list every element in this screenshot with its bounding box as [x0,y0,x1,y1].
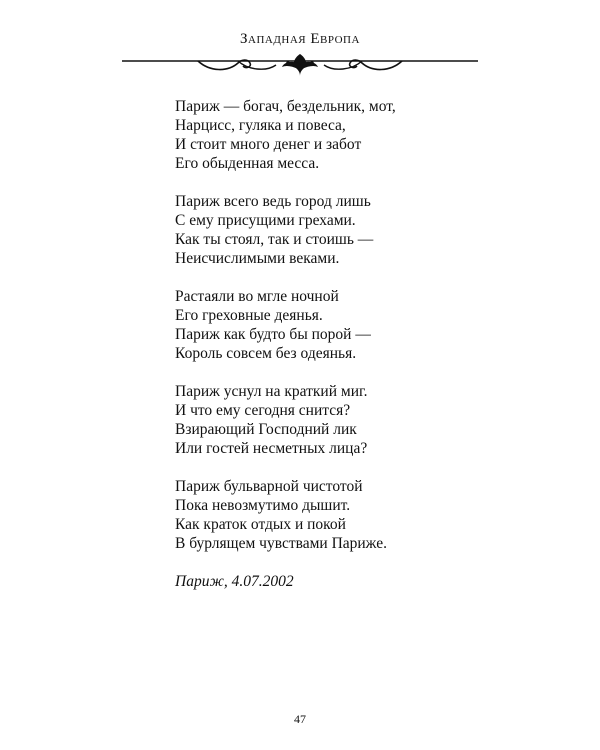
poem-line: Взирающий Господний лик [175,421,357,438]
poem-line: Пока невозмутимо дышит. [175,497,351,514]
poem-line: Париж — богач, бездельник, мот, [175,98,396,115]
stanza [175,477,505,553]
poem-line: Нарцисс, гуляка и повеса, [175,117,346,134]
poem-line: И стоит много денег и забот [175,136,362,153]
poem [175,97,505,591]
poem-line: Король совсем без одеянья. [175,345,357,362]
poem-line: Париж как будто бы порой — [175,326,371,343]
poem-line: Как ты стоял, так и стоишь — [175,231,374,248]
poem-line: Как краток отдых и покой [175,516,346,533]
flourish-divider-icon [120,50,480,78]
poem-line: Растаяли во мгле ночной [175,288,339,305]
poem-line: Или гостей несметных лица? [175,440,368,457]
poem-line: С ему присущими грехами. [175,212,356,229]
poem-line: Неисчислимыми веками. [175,250,340,267]
stanza [175,382,505,458]
poem-line: Его обыденная месса. [175,155,320,172]
poem-line: В бурлящем чувствами Париже. [175,535,387,552]
page-number: 47 [294,712,306,726]
stanza [175,97,505,173]
poem-line: И что ему сегодня снится? [175,402,351,419]
poem-line: Париж всего ведь город лишь [175,193,371,210]
running-header: Западная Европа [240,31,360,47]
poem-signature: Париж, 4.07.2002 [175,573,294,590]
stanza [175,192,505,268]
poem-line: Париж уснул на краткий миг. [175,383,368,400]
stanza [175,287,505,363]
poem-line: Париж бульварной чистотой [175,478,363,495]
poem-line: Его греховные деянья. [175,307,323,324]
